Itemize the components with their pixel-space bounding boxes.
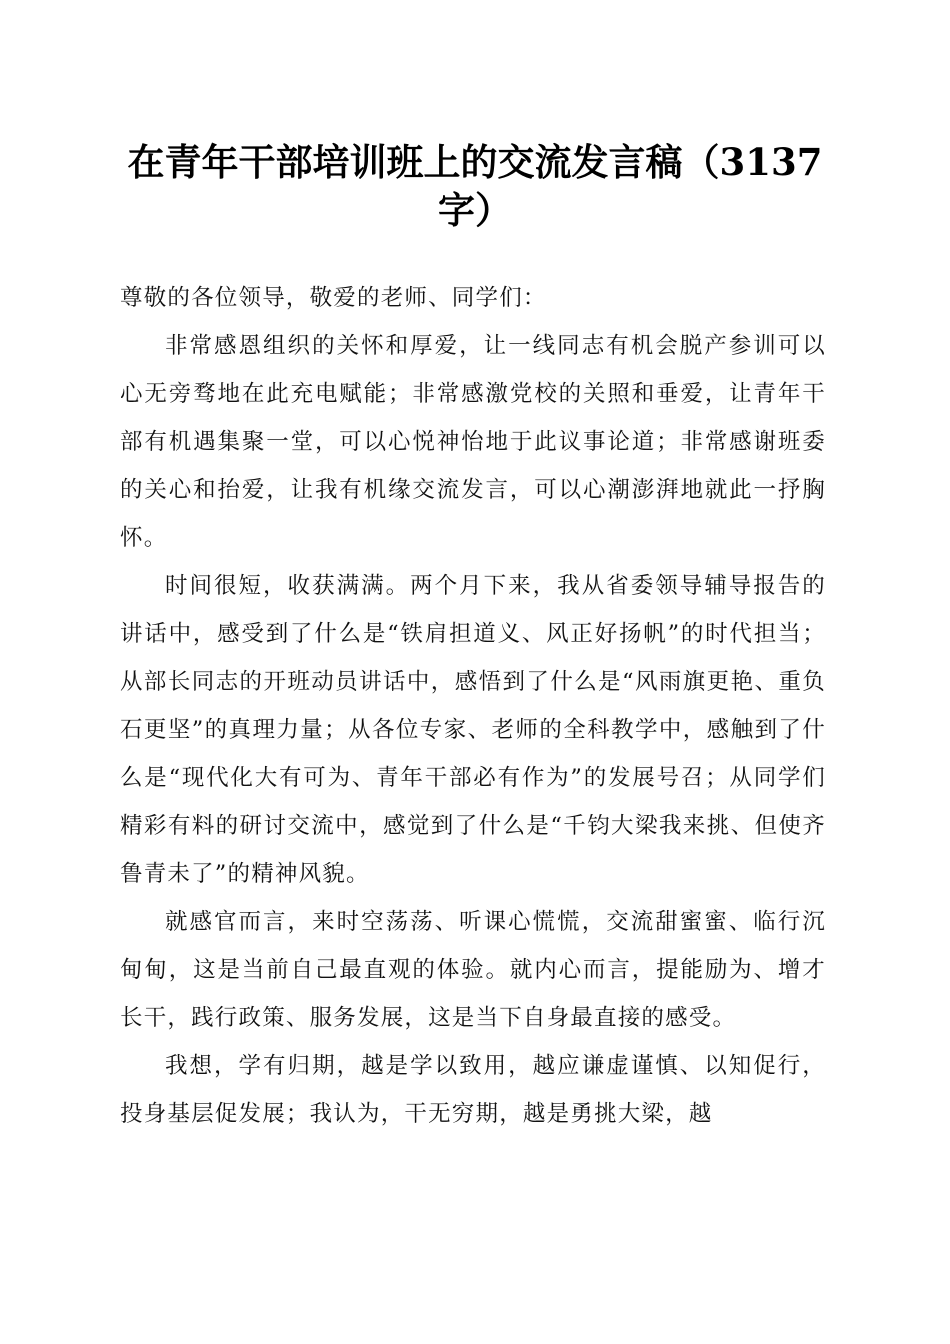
paragraph-1: 非常感恩组织的关怀和厚爱，让一线同志有机会脱产参训可以心无旁骛地在此充电赋能；非常感激党校的关照和垂爱，让青年干部有机遇集聚一堂，可以心悦神怡地于此议事论道；非常感谢班委的关心和抬爱，让我有机缘交流发言，可以心潮澎湃地就此一抒胸怀。 bbox=[120, 333, 826, 551]
salutation: 尊敬的各位领导，敬爱的老师、同学们： bbox=[120, 285, 547, 311]
paragraph-3: 就感官而言，来时空荡荡、听课心慌慌，交流甜蜜蜜、临行沉甸甸，这是当前自己最直观的体验。就内心而言，提能励为、增才长干，践行政策、服务发展，这是当下自身最直接的感受。 bbox=[120, 909, 826, 1031]
paragraph-4: 我想，学有归期，越是学以致用，越应谦虚谨慎、以知促行，投身基层促发展；我认为，干无穷期，越是勇挑大梁，越 bbox=[120, 1053, 826, 1127]
document-title: 在青年干部培训班上的交流发言稿（3137字） bbox=[127, 140, 823, 232]
paragraph-2: 时间很短，收获满满。两个月下来，我从省委领导辅导报告的讲话中，感受到了什么是“铁肩担道义、风正好扬帆”的时代担当；从部长同志的开班动员讲话中，感悟到了什么是“风雨旗更艳、重负石更坚”的真理力量；从各位专家、老师的全科教学中，感触到了什么是“现代化大有可为、青年干部必有作为”的发展号召；从同学们精彩有料的研讨交流中，感觉到了什么是“千钧大梁我来挑、但使齐鲁青未了”的精神风貌。 bbox=[120, 573, 826, 887]
document-body bbox=[120, 274, 826, 1138]
